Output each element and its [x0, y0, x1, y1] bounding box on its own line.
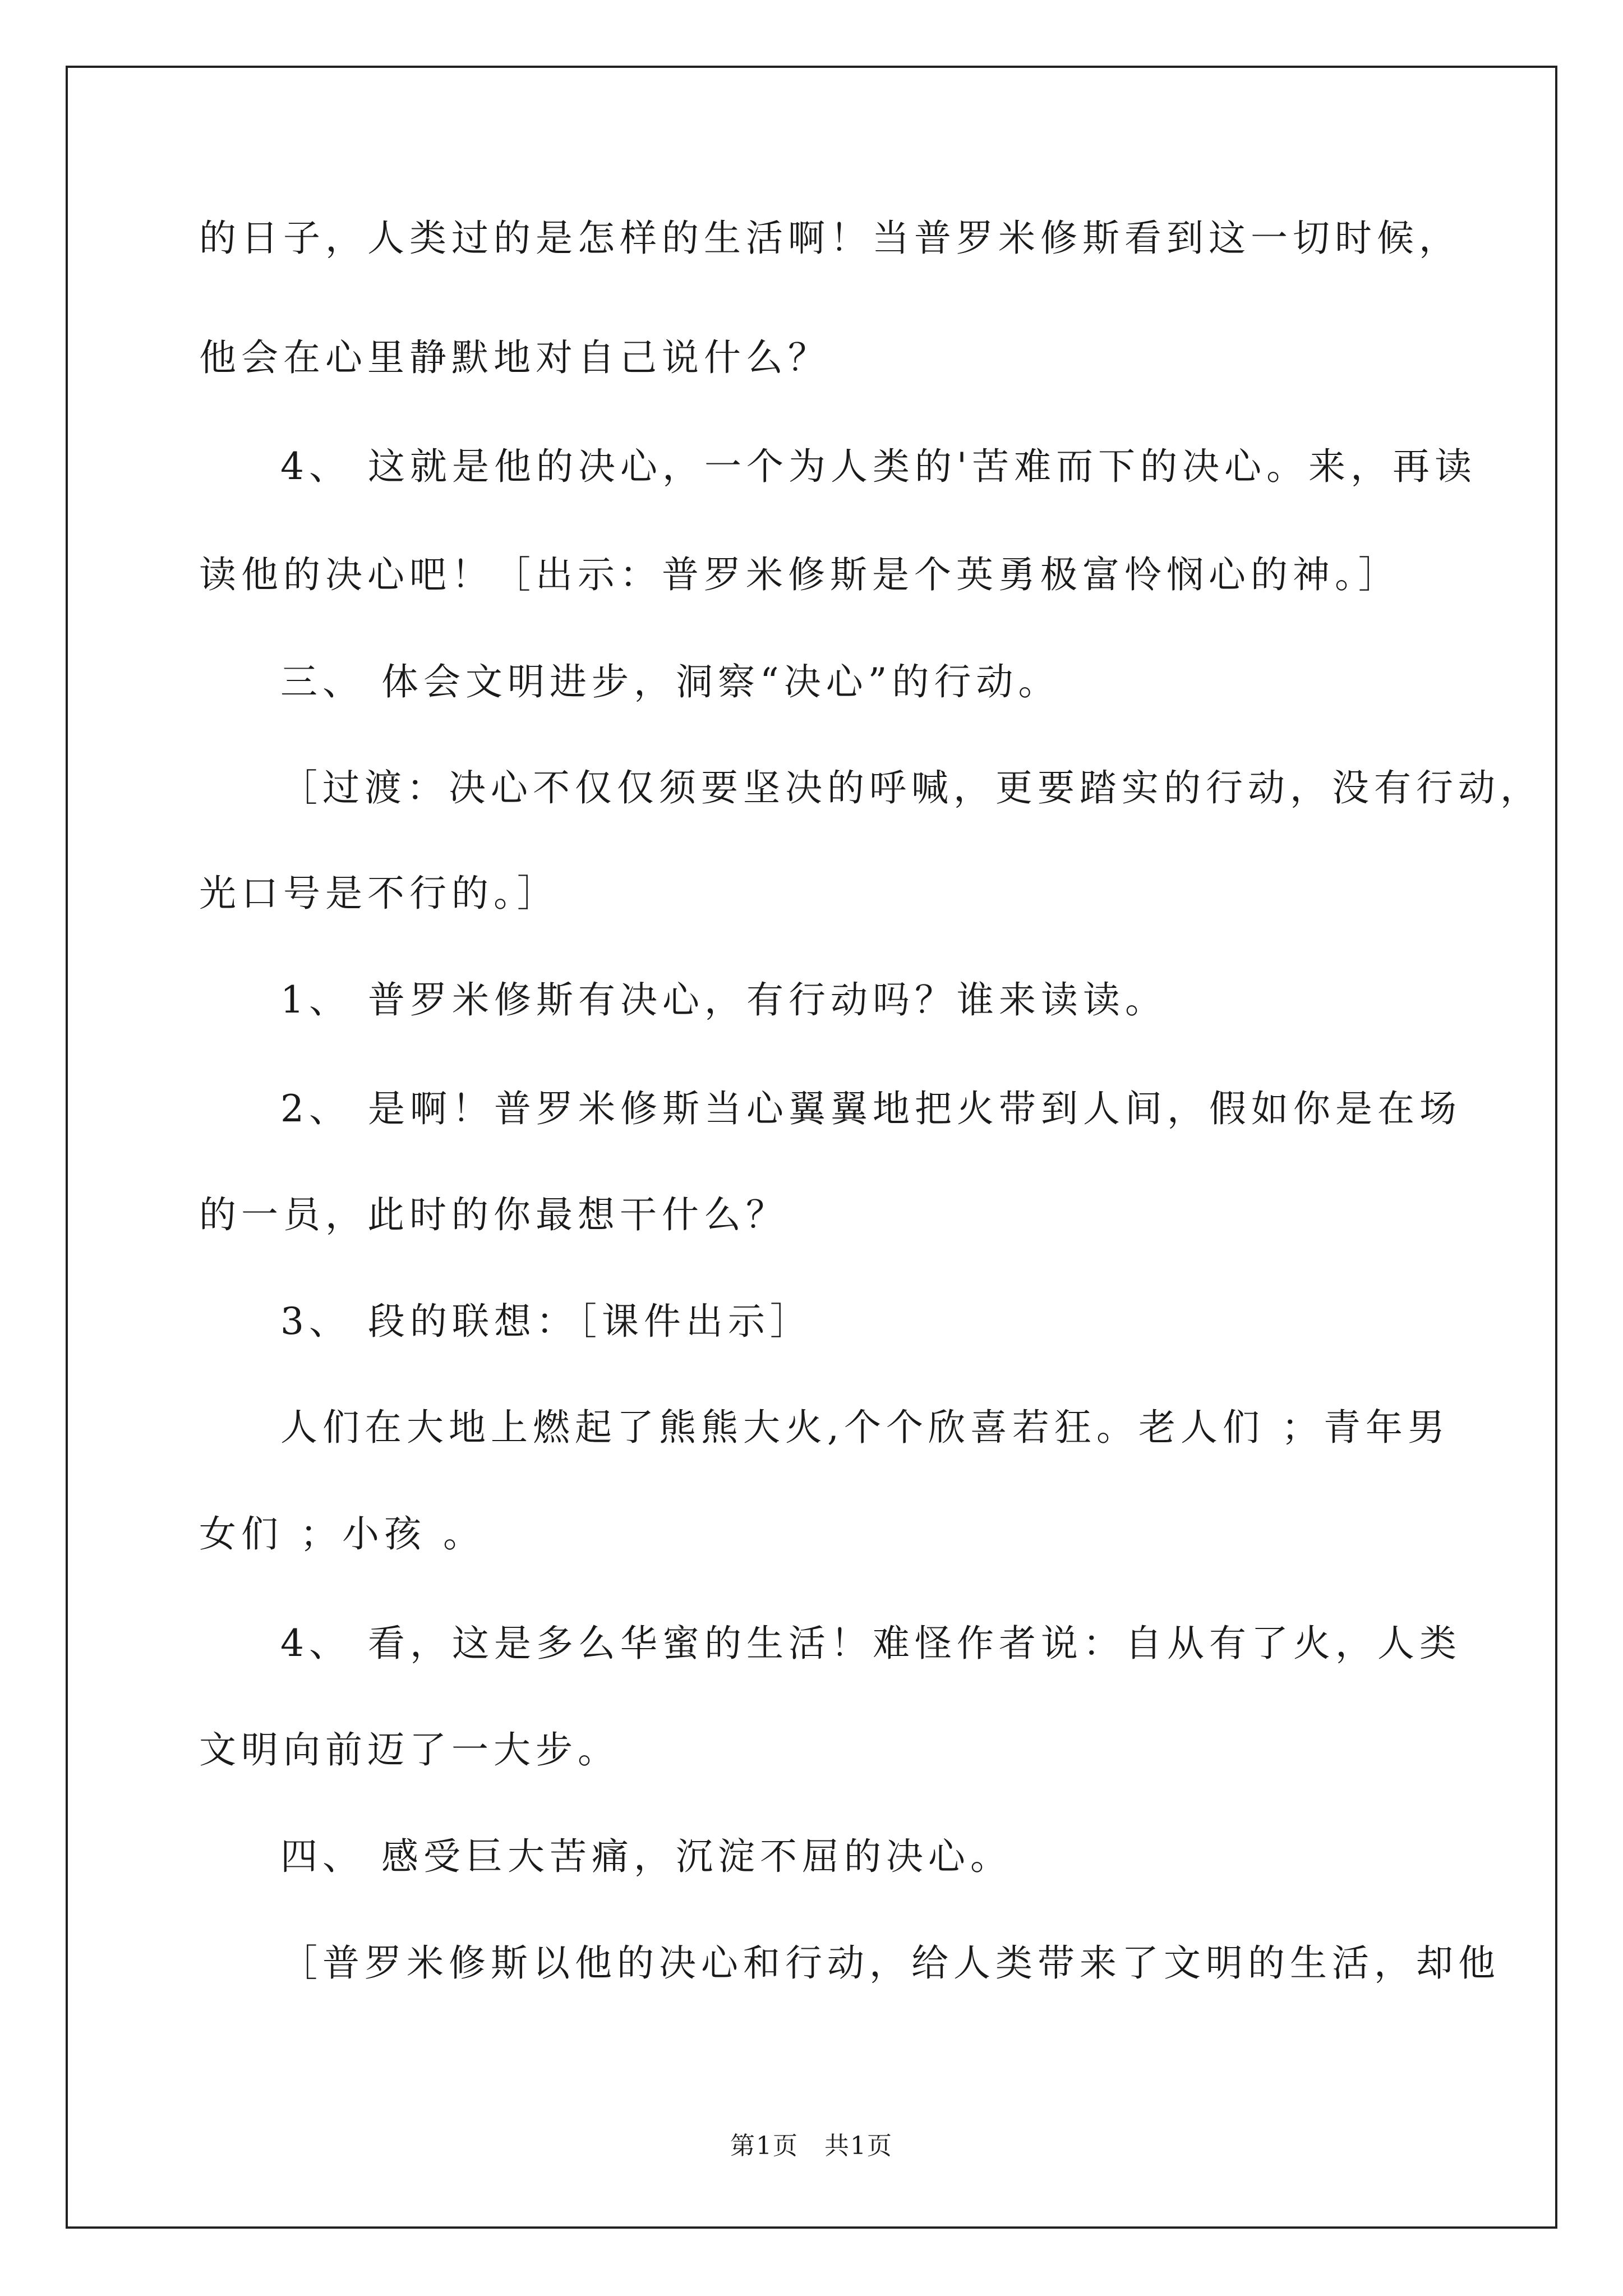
text-line-8: 1、 普罗米修斯有决心，有行动吗？谁来读读。 [280, 978, 1167, 1022]
page-border [66, 66, 1557, 2229]
text-line-9: 2、 是啊！普罗米修斯当心翼翼地把火带到人间，假如你是在场 [280, 1087, 1461, 1130]
text-line-11: 3、 段的联想：［课件出示］ [280, 1300, 812, 1343]
text-line-2: 他会在心里静默地对自己说什么？ [199, 336, 830, 379]
text-line-14: 4、 看，这是多么华蜜的生活！难怪作者说：自从有了火，人类 [280, 1622, 1461, 1665]
text-line-10: 的一员，此时的你最想干什么？ [199, 1193, 788, 1236]
text-line-15: 文明向前迈了一大步。 [199, 1728, 620, 1772]
text-line-5: 三、 体会文明进步，洞察“决心”的行动。 [280, 660, 1061, 703]
page-footer: 第1页 共1页 [730, 2132, 893, 2160]
text-line-17: ［普罗米修斯以他的决心和行动，给人类带来了文明的生活，却他 [280, 1941, 1500, 1985]
text-line-1: 的日子，人类过的是怎样的生活啊！当普罗米修斯看到这一切时候， [199, 217, 1461, 260]
text-line-13: 女们 ；小孩 。 [199, 1512, 485, 1556]
text-line-4: 读他的决心吧！［出示：普罗米修斯是个英勇极富怜悯心的神。］ [199, 553, 1400, 596]
text-line-12: 人们在大地上燃起了熊熊大火,个个欣喜若狂。老人们 ；青年男 [280, 1406, 1450, 1449]
text-line-16: 四、 感受巨大苦痛，沉淀不屈的决心。 [280, 1835, 1012, 1878]
text-line-6: ［过渡：决心不仅仅须要坚决的呼喊，更要踏实的行动，没有行动， [280, 766, 1542, 809]
text-line-7: 光口号是不行的。］ [199, 872, 559, 915]
text-line-3: 4、 这就是他的决心，一个为人类的'苦难而下的决心。来，再读 [280, 445, 1477, 488]
